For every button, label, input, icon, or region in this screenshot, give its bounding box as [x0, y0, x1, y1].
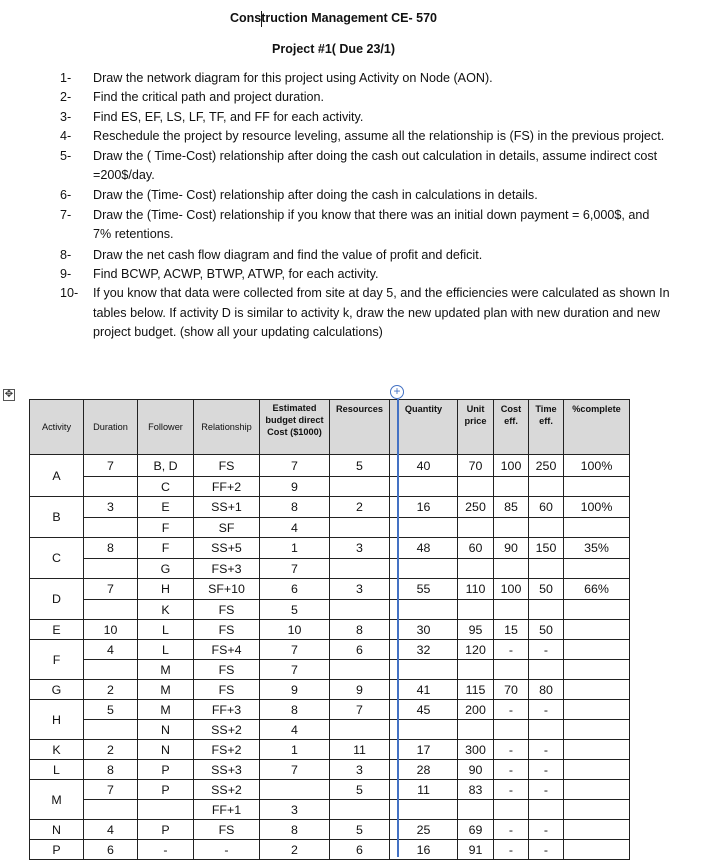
relationship-cell: FS [194, 455, 260, 477]
task-text: Draw the net cash flow diagram and find the value of profit and deficit. [93, 247, 483, 262]
quantity-cell: 55 [390, 579, 458, 600]
follower-cell: - [138, 840, 194, 860]
activity-cell: L [30, 760, 84, 780]
resources-cell: 3 [330, 538, 390, 559]
duration-cell: 2 [84, 680, 138, 700]
activity-cell: F [30, 640, 84, 680]
quantity-cell [390, 660, 458, 680]
quantity-cell: 17 [390, 740, 458, 760]
task-number: 3- [60, 109, 72, 124]
resources-cell: 3 [330, 760, 390, 780]
duration-cell: 8 [84, 538, 138, 559]
quantity-cell: 45 [390, 700, 458, 720]
duration-cell: 7 [84, 455, 138, 477]
quantity-cell: 32 [390, 640, 458, 660]
table-row [30, 840, 630, 860]
resources-cell: 5 [330, 455, 390, 477]
unit-price-cell: 83 [458, 780, 494, 800]
activity-cell: K [30, 740, 84, 760]
task-number: 9- [60, 267, 72, 282]
task-number: 5- [60, 148, 72, 163]
relationship-cell: FS+4 [194, 640, 260, 660]
duration-cell: 10 [84, 620, 138, 640]
relationship-cell: SS+2 [194, 780, 260, 800]
complete-cell [564, 477, 630, 497]
complete-cell [564, 620, 630, 640]
time-eff-cell [529, 600, 564, 620]
time-eff-cell: - [529, 640, 564, 660]
task-number: 4- [60, 129, 72, 144]
time-eff-cell: - [529, 700, 564, 720]
task-item [60, 206, 670, 245]
resources-cell: 6 [330, 640, 390, 660]
resources-cell [330, 660, 390, 680]
complete-cell [564, 660, 630, 680]
follower-cell: M [138, 680, 194, 700]
complete-cell [564, 840, 630, 860]
document-title: Construction Management CE- 570 [230, 11, 437, 25]
duration-cell: 7 [84, 579, 138, 600]
task-number: 8- [60, 247, 72, 262]
complete-cell [564, 600, 630, 620]
task-item [60, 108, 670, 127]
cost-eff-cell [494, 720, 529, 740]
budget-cell [260, 780, 330, 800]
resources-cell: 8 [330, 620, 390, 640]
task-item [60, 284, 670, 342]
budget-cell: 8 [260, 820, 330, 840]
time-eff-cell: - [529, 780, 564, 800]
cost-eff-cell: - [494, 760, 529, 780]
follower-cell: G [138, 559, 194, 579]
task-text: Draw the (Time- Cost) relationship if you know that there was an initial down payment = 6,000$, and 7% retentions. [93, 207, 650, 242]
budget-cell: 8 [260, 700, 330, 720]
unit-price-cell: 90 [458, 760, 494, 780]
table-row [30, 660, 630, 680]
quantity-cell: 25 [390, 820, 458, 840]
time-eff-cell: 60 [529, 497, 564, 518]
follower-cell: P [138, 780, 194, 800]
time-eff-cell: - [529, 840, 564, 860]
unit-price-cell [458, 559, 494, 579]
budget-cell: 3 [260, 800, 330, 820]
activity-cell: G [30, 680, 84, 700]
table-row [30, 579, 630, 600]
unit-price-cell [458, 660, 494, 680]
relationship-cell: SS+3 [194, 760, 260, 780]
complete-cell [564, 700, 630, 720]
task-number: 6- [60, 188, 72, 203]
budget-cell: 2 [260, 840, 330, 860]
complete-cell [564, 800, 630, 820]
follower-cell: N [138, 720, 194, 740]
follower-cell: P [138, 820, 194, 840]
relationship-cell: SF+10 [194, 579, 260, 600]
task-text: Find the critical path and project duration. [93, 90, 325, 105]
table-row [30, 680, 630, 700]
follower-cell: H [138, 579, 194, 600]
unit-price-cell: 250 [458, 497, 494, 518]
cost-eff-cell: 100 [494, 455, 529, 477]
follower-cell: F [138, 518, 194, 538]
task-item [60, 147, 670, 186]
time-eff-cell: - [529, 740, 564, 760]
table-row [30, 740, 630, 760]
table-row [30, 720, 630, 740]
complete-cell [564, 760, 630, 780]
relationship-cell: - [194, 840, 260, 860]
quantity-cell: 48 [390, 538, 458, 559]
task-number: 1- [60, 71, 72, 85]
activity-cell: N [30, 820, 84, 840]
quantity-cell [390, 600, 458, 620]
task-item [60, 265, 670, 284]
budget-cell: 4 [260, 720, 330, 740]
table-row [30, 760, 630, 780]
duration-cell [84, 720, 138, 740]
cost-eff-cell: 85 [494, 497, 529, 518]
quantity-cell [390, 518, 458, 538]
resources-cell [330, 477, 390, 497]
unit-price-cell: 69 [458, 820, 494, 840]
unit-price-cell: 300 [458, 740, 494, 760]
task-number: 7- [60, 207, 72, 222]
unit-price-cell: 70 [458, 455, 494, 477]
activity-table [29, 399, 630, 860]
cost-eff-cell: 70 [494, 680, 529, 700]
follower-cell: E [138, 497, 194, 518]
resources-cell: 5 [330, 780, 390, 800]
relationship-cell: SF [194, 518, 260, 538]
unit-price-cell [458, 720, 494, 740]
resources-cell [330, 800, 390, 820]
resources-cell: 6 [330, 840, 390, 860]
complete-cell: 35% [564, 538, 630, 559]
activity-cell: M [30, 780, 84, 820]
quantity-cell [390, 720, 458, 740]
table-row [30, 820, 630, 840]
duration-cell: 6 [84, 840, 138, 860]
header-unit-price: Unit price [458, 400, 494, 455]
quantity-cell: 28 [390, 760, 458, 780]
activity-cell: B [30, 497, 84, 538]
resources-cell [330, 518, 390, 538]
relationship-cell: FS [194, 680, 260, 700]
table-row [30, 620, 630, 640]
follower-cell: N [138, 740, 194, 760]
time-eff-cell [529, 660, 564, 680]
relationship-cell: FF+3 [194, 700, 260, 720]
table-row [30, 700, 630, 720]
resources-cell [330, 600, 390, 620]
task-text: Find ES, EF, LS, LF, TF, and FF for each activity. [93, 109, 364, 124]
cost-eff-cell: 100 [494, 579, 529, 600]
unit-price-cell: 60 [458, 538, 494, 559]
cost-eff-cell [494, 477, 529, 497]
budget-cell: 7 [260, 660, 330, 680]
time-eff-cell: 50 [529, 620, 564, 640]
task-item [60, 88, 670, 107]
task-text: Draw the (Time- Cost) relationship after doing the cash in calculations in details. [93, 188, 538, 203]
cost-eff-cell [494, 600, 529, 620]
complete-cell [564, 640, 630, 660]
time-eff-cell: 250 [529, 455, 564, 477]
quantity-cell [390, 800, 458, 820]
complete-cell [564, 820, 630, 840]
table-row [30, 538, 630, 559]
relationship-cell: FS [194, 600, 260, 620]
unit-price-cell [458, 518, 494, 538]
relationship-cell: SS+2 [194, 720, 260, 740]
table-row [30, 559, 630, 579]
unit-price-cell: 91 [458, 840, 494, 860]
duration-cell: 5 [84, 700, 138, 720]
table-row [30, 780, 630, 800]
duration-cell: 3 [84, 497, 138, 518]
complete-cell [564, 559, 630, 579]
budget-cell: 7 [260, 559, 330, 579]
unit-price-cell: 200 [458, 700, 494, 720]
task-text: Find BCWP, ACWP, BTWP, ATWP, for each activity. [93, 267, 379, 282]
time-eff-cell [529, 518, 564, 538]
unit-price-cell: 110 [458, 579, 494, 600]
complete-cell [564, 518, 630, 538]
table-row [30, 518, 630, 538]
unit-price-cell: 115 [458, 680, 494, 700]
complete-cell: 66% [564, 579, 630, 600]
relationship-cell: FS+2 [194, 740, 260, 760]
cost-eff-cell [494, 660, 529, 680]
follower-cell [138, 800, 194, 820]
quantity-cell [390, 477, 458, 497]
task-item [60, 246, 670, 265]
table-row [30, 455, 630, 477]
quantity-cell: 30 [390, 620, 458, 640]
header-resources: Resources [330, 400, 390, 455]
relationship-cell: FS [194, 820, 260, 840]
time-eff-cell: - [529, 820, 564, 840]
budget-cell: 4 [260, 518, 330, 538]
budget-cell: 6 [260, 579, 330, 600]
complete-cell [564, 720, 630, 740]
follower-cell: K [138, 600, 194, 620]
cost-eff-cell: - [494, 740, 529, 760]
cost-eff-cell [494, 559, 529, 579]
budget-cell: 9 [260, 680, 330, 700]
duration-cell [84, 559, 138, 579]
activity-cell: A [30, 455, 84, 497]
duration-cell [84, 477, 138, 497]
cost-eff-cell: 15 [494, 620, 529, 640]
complete-cell: 100% [564, 455, 630, 477]
time-eff-cell: - [529, 760, 564, 780]
header-quantity: Quantity [390, 400, 458, 455]
header-time-eff: Time eff. [529, 400, 564, 455]
task-number: 2- [60, 90, 72, 105]
task-item [60, 69, 670, 88]
duration-cell: 8 [84, 760, 138, 780]
follower-cell: L [138, 640, 194, 660]
cost-eff-cell: - [494, 820, 529, 840]
complete-cell: 100% [564, 497, 630, 518]
budget-cell: 10 [260, 620, 330, 640]
header-relationship: Relationship [194, 400, 260, 455]
follower-cell: P [138, 760, 194, 780]
header-budget: Estimated budget direct Cost ($1000) [260, 400, 330, 455]
unit-price-cell: 120 [458, 640, 494, 660]
resources-cell: 3 [330, 579, 390, 600]
time-eff-cell: 80 [529, 680, 564, 700]
relationship-cell: FF+1 [194, 800, 260, 820]
follower-cell: M [138, 660, 194, 680]
task-list [60, 69, 670, 343]
resources-cell: 7 [330, 700, 390, 720]
resources-cell [330, 559, 390, 579]
time-eff-cell: 150 [529, 538, 564, 559]
activity-cell: C [30, 538, 84, 579]
budget-cell: 7 [260, 760, 330, 780]
quantity-cell: 41 [390, 680, 458, 700]
cost-eff-cell: 90 [494, 538, 529, 559]
duration-cell [84, 518, 138, 538]
insert-column-icon[interactable]: + [390, 385, 404, 399]
time-eff-cell [529, 559, 564, 579]
time-eff-cell [529, 720, 564, 740]
budget-cell: 5 [260, 600, 330, 620]
table-row [30, 477, 630, 497]
budget-cell: 1 [260, 538, 330, 559]
task-text: Draw the network diagram for this project using Activity on Node (AON). [93, 71, 493, 85]
budget-cell: 7 [260, 640, 330, 660]
header-activity: Activity [30, 400, 84, 455]
duration-cell: 4 [84, 820, 138, 840]
duration-cell: 2 [84, 740, 138, 760]
relationship-cell: SS+5 [194, 538, 260, 559]
duration-cell: 4 [84, 640, 138, 660]
follower-cell: L [138, 620, 194, 640]
follower-cell: C [138, 477, 194, 497]
task-text: Reschedule the project by resource leveling, assume all the relationship is (FS) in the previous project. [93, 129, 665, 144]
time-eff-cell: 50 [529, 579, 564, 600]
cost-eff-cell: - [494, 780, 529, 800]
unit-price-cell: 95 [458, 620, 494, 640]
header-follower: Follower [138, 400, 194, 455]
budget-cell: 9 [260, 477, 330, 497]
relationship-cell: FS [194, 620, 260, 640]
cost-eff-cell: - [494, 700, 529, 720]
budget-cell: 1 [260, 740, 330, 760]
relationship-cell: FS [194, 660, 260, 680]
activity-cell: E [30, 620, 84, 640]
relationship-cell: FF+2 [194, 477, 260, 497]
follower-cell: F [138, 538, 194, 559]
table-move-handle-icon[interactable]: ✥ [4, 389, 14, 400]
relationship-cell: FS+3 [194, 559, 260, 579]
budget-cell: 7 [260, 455, 330, 477]
time-eff-cell [529, 800, 564, 820]
cost-eff-cell [494, 518, 529, 538]
unit-price-cell [458, 800, 494, 820]
activity-cell: P [30, 840, 84, 860]
table-row [30, 800, 630, 820]
resources-cell: 2 [330, 497, 390, 518]
follower-cell: M [138, 700, 194, 720]
quantity-cell: 16 [390, 840, 458, 860]
duration-cell [84, 600, 138, 620]
task-item [60, 127, 670, 146]
quantity-cell: 16 [390, 497, 458, 518]
task-item [60, 186, 670, 205]
activity-cell: D [30, 579, 84, 620]
unit-price-cell [458, 600, 494, 620]
duration-cell [84, 800, 138, 820]
quantity-cell [390, 559, 458, 579]
quantity-cell: 40 [390, 455, 458, 477]
resources-cell [330, 720, 390, 740]
column-insert-guide [397, 399, 399, 857]
follower-cell: B, D [138, 455, 194, 477]
complete-cell [564, 780, 630, 800]
relationship-cell: SS+1 [194, 497, 260, 518]
table-row [30, 497, 630, 518]
document-subtitle: Project #1( Due 23/1) [272, 42, 395, 56]
resources-cell: 11 [330, 740, 390, 760]
header-duration: Duration [84, 400, 138, 455]
cost-eff-cell [494, 800, 529, 820]
cost-eff-cell: - [494, 840, 529, 860]
table-row [30, 600, 630, 620]
task-text: If you know that data were collected from site at day 5, and the efficiencies were calculated as shown In tables below. If activity D is similar to activity k, draw the new updated plan with new duration and new project budget. (show all your updating calculations) [93, 286, 670, 340]
header-complete: %complete [564, 400, 630, 455]
task-number: 10- [60, 286, 79, 301]
table-row [30, 640, 630, 660]
time-eff-cell [529, 477, 564, 497]
activity-cell: H [30, 700, 84, 740]
cost-eff-cell: - [494, 640, 529, 660]
resources-cell: 5 [330, 820, 390, 840]
quantity-cell: 11 [390, 780, 458, 800]
duration-cell [84, 660, 138, 680]
unit-price-cell [458, 477, 494, 497]
duration-cell: 7 [84, 780, 138, 800]
header-cost-eff: Cost eff. [494, 400, 529, 455]
task-text: Draw the ( Time-Cost) relationship after doing the cash out calculation in details, assume indirect cost =200$/day. [93, 148, 658, 183]
complete-cell [564, 680, 630, 700]
budget-cell: 8 [260, 497, 330, 518]
resources-cell: 9 [330, 680, 390, 700]
complete-cell [564, 740, 630, 760]
